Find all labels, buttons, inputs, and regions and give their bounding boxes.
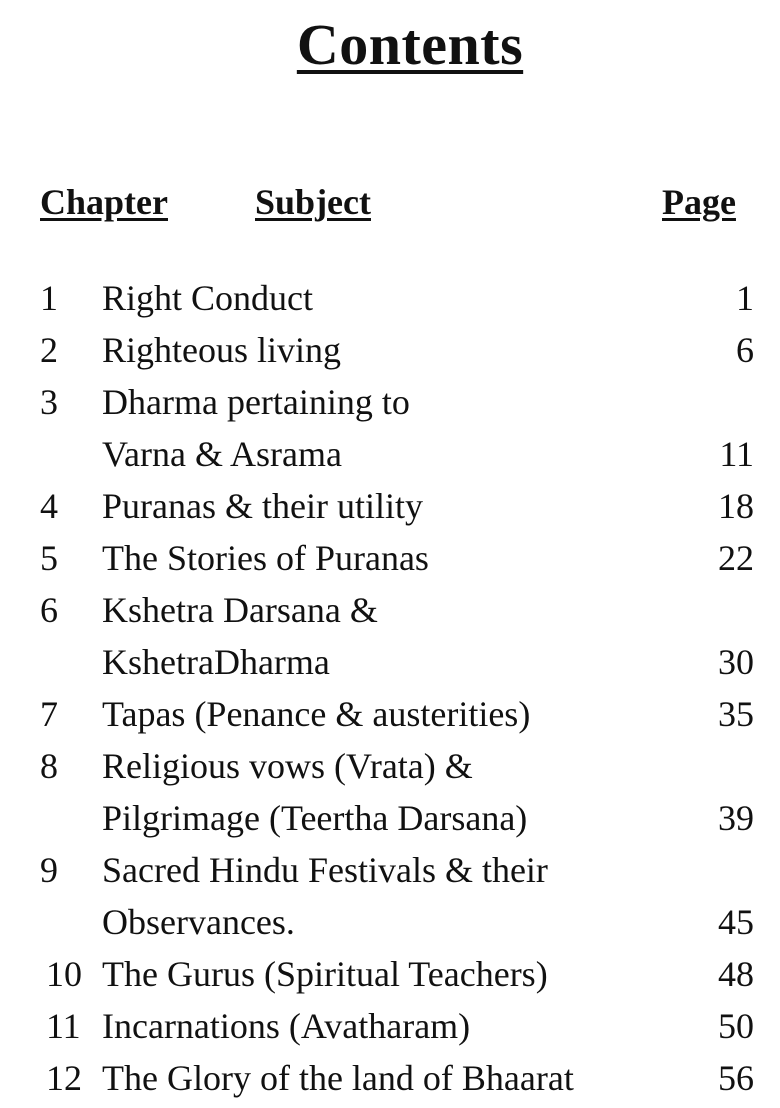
chapter-number: 9 (40, 850, 58, 890)
toc-row-continuation (0, 792, 780, 844)
toc-row (0, 532, 780, 584)
chapter-number: 5 (40, 538, 58, 578)
page-number: 11 (719, 434, 754, 474)
chapter-number: 2 (40, 330, 58, 370)
chapter-subject: The Gurus (Spiritual Teachers) (102, 954, 548, 994)
toc-row (0, 688, 780, 740)
page-number: 56 (718, 1058, 754, 1098)
column-header-chapter: Chapter (40, 182, 168, 222)
toc-row (0, 740, 780, 792)
page-number: 22 (718, 538, 754, 578)
chapter-subject: Varna & Asrama (102, 434, 342, 474)
chapter-number: 8 (40, 746, 58, 786)
chapter-subject: Pilgrimage (Teertha Darsana) (102, 798, 528, 838)
chapter-subject: Right Conduct (102, 278, 314, 318)
chapter-number: 12 (46, 1058, 82, 1098)
toc-row (0, 844, 780, 896)
chapter-subject: Incarnations (Avatharam) (102, 1006, 471, 1046)
page-title: Contents (296, 12, 524, 77)
toc-row (0, 584, 780, 636)
page-number: 18 (718, 486, 754, 526)
page-number: 45 (718, 902, 754, 942)
chapter-subject: Religious vows (Vrata) & (102, 746, 473, 786)
toc-row-continuation (0, 636, 780, 688)
toc-row (0, 1052, 780, 1104)
page-number: 35 (718, 694, 754, 734)
chapter-number: 11 (46, 1006, 81, 1046)
toc-row-continuation (0, 428, 780, 480)
chapter-subject: Tapas (Penance & austerities) (102, 694, 531, 734)
chapter-subject: Dharma pertaining to (102, 382, 410, 422)
chapter-number: 3 (40, 382, 58, 422)
toc-row-continuation (0, 896, 780, 948)
chapter-subject: The Glory of the land of Bhaarat (102, 1058, 574, 1098)
table-of-contents (0, 272, 780, 1104)
chapter-subject: Kshetra Darsana & (102, 590, 378, 630)
chapter-number: 7 (40, 694, 58, 734)
chapter-number: 10 (46, 954, 82, 994)
toc-row (0, 272, 780, 324)
chapter-subject: Observances. (102, 902, 295, 942)
page-number: 39 (718, 798, 754, 838)
toc-row (0, 480, 780, 532)
page-number: 50 (718, 1006, 754, 1046)
page-number: 6 (736, 330, 754, 370)
page-number: 30 (718, 642, 754, 682)
toc-row (0, 1000, 780, 1052)
chapter-subject: Righteous living (102, 330, 342, 370)
toc-row (0, 376, 780, 428)
chapter-number: 6 (40, 590, 58, 630)
toc-row (0, 948, 780, 1000)
page-number: 1 (736, 278, 754, 318)
column-header-page: Page (662, 182, 736, 222)
chapter-subject: KshetraDharma (102, 642, 330, 682)
chapter-subject: The Stories of Puranas (102, 538, 429, 578)
toc-row (0, 324, 780, 376)
page-number: 48 (718, 954, 754, 994)
chapter-subject: Sacred Hindu Festivals & their (102, 850, 548, 890)
column-header-subject: Subject (255, 182, 371, 222)
chapter-number: 4 (40, 486, 58, 526)
chapter-number: 1 (40, 278, 58, 318)
chapter-subject: Puranas & their utility (102, 486, 423, 526)
